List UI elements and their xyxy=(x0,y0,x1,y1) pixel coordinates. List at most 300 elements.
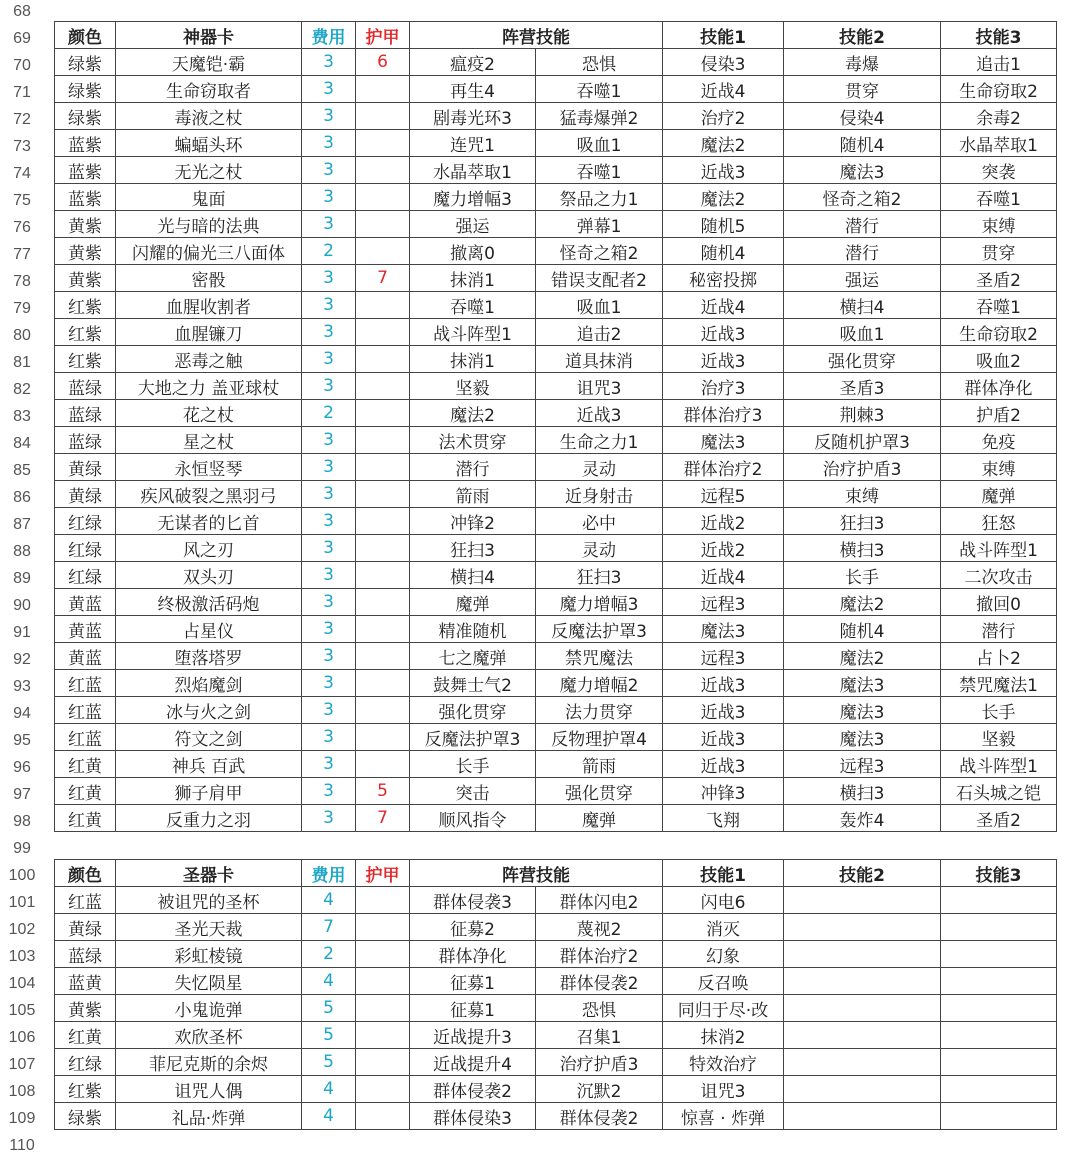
skill-2-cell: 魔法2 xyxy=(784,589,941,616)
cost-cell: 3 xyxy=(302,697,356,724)
table-row xyxy=(55,589,1057,616)
cost-cell: 3 xyxy=(302,157,356,184)
skill-1-cell: 群体治疗2 xyxy=(663,454,784,481)
skill-1-cell: 幻象 xyxy=(663,941,784,968)
header-armor: 护甲 xyxy=(356,860,410,887)
faction-skill-cell: 怪奇之箱2 xyxy=(536,238,663,265)
color-cell: 红绿 xyxy=(55,1049,116,1076)
color-cell: 红黄 xyxy=(55,805,116,832)
faction-skill-cell: 恐惧 xyxy=(536,995,663,1022)
skill-2-cell: 潜行 xyxy=(784,238,941,265)
armor-cell xyxy=(356,589,410,616)
table-row xyxy=(55,670,1057,697)
armor-cell xyxy=(356,292,410,319)
row-number: 71 xyxy=(13,84,31,101)
row-number: 99 xyxy=(13,840,31,857)
row-number: 68 xyxy=(13,3,31,20)
card-name-cell: 大地之力 盖亚球杖 xyxy=(116,373,302,400)
relic-card-table xyxy=(54,859,1057,1130)
faction-skill-cell: 诅咒3 xyxy=(536,373,663,400)
card-name-cell: 被诅咒的圣杯 xyxy=(116,887,302,914)
skill-2-cell: 强运 xyxy=(784,265,941,292)
row-number: 93 xyxy=(13,678,31,695)
row-number: 105 xyxy=(8,1002,36,1019)
cost-cell: 7 xyxy=(302,914,356,941)
table-row xyxy=(55,373,1057,400)
row-number: 92 xyxy=(13,651,31,668)
cost-cell: 3 xyxy=(302,589,356,616)
row-number: 75 xyxy=(13,192,31,209)
skill-2-cell: 随机4 xyxy=(784,130,941,157)
skill-2-cell xyxy=(784,887,941,914)
armor-cell: 7 xyxy=(356,265,410,292)
row-number: 84 xyxy=(13,435,31,452)
card-name-cell: 小鬼诡弹 xyxy=(116,995,302,1022)
cost-cell: 4 xyxy=(302,1103,356,1130)
armor-cell xyxy=(356,76,410,103)
cost-cell: 3 xyxy=(302,211,356,238)
faction-skill-cell: 吞噬1 xyxy=(410,292,536,319)
skill-3-cell: 战斗阵型1 xyxy=(941,751,1057,778)
skill-2-cell xyxy=(784,995,941,1022)
skill-1-cell: 治疗3 xyxy=(663,373,784,400)
table-row xyxy=(55,319,1057,346)
skill-3-cell: 束缚 xyxy=(941,454,1057,481)
skill-3-cell: 占卜2 xyxy=(941,643,1057,670)
armor-cell xyxy=(356,238,410,265)
skill-3-cell: 潜行 xyxy=(941,616,1057,643)
table-row xyxy=(55,914,1057,941)
faction-skill-cell: 坚毅 xyxy=(410,373,536,400)
row-number: 106 xyxy=(8,1029,36,1046)
skill-3-cell: 吞噬1 xyxy=(941,184,1057,211)
skill-2-cell: 强化贯穿 xyxy=(784,346,941,373)
cost-cell: 5 xyxy=(302,1022,356,1049)
row-number: 89 xyxy=(13,570,31,587)
table-row xyxy=(55,346,1057,373)
faction-skill-cell: 横扫4 xyxy=(410,562,536,589)
faction-skill-cell: 征募2 xyxy=(410,914,536,941)
card-name-cell: 光与暗的法典 xyxy=(116,211,302,238)
color-cell: 蓝绿 xyxy=(55,400,116,427)
armor-cell xyxy=(356,670,410,697)
faction-skill-cell: 征募1 xyxy=(410,968,536,995)
cost-cell: 5 xyxy=(302,995,356,1022)
skill-1-cell: 近战4 xyxy=(663,76,784,103)
faction-skill-cell: 抹消1 xyxy=(410,346,536,373)
row-number: 110 xyxy=(9,1137,35,1154)
armor-cell xyxy=(356,968,410,995)
row-number: 81 xyxy=(13,354,31,371)
skill-3-cell: 吞噬1 xyxy=(941,292,1057,319)
table-row xyxy=(55,941,1057,968)
skill-3-cell xyxy=(941,968,1057,995)
faction-skill-cell: 剧毒光环3 xyxy=(410,103,536,130)
skill-3-cell: 护盾2 xyxy=(941,400,1057,427)
faction-skill-cell: 近战提升4 xyxy=(410,1049,536,1076)
faction-skill-cell: 连咒1 xyxy=(410,130,536,157)
skill-3-cell: 战斗阵型1 xyxy=(941,535,1057,562)
color-cell: 黄绿 xyxy=(55,454,116,481)
skill-2-cell: 魔法3 xyxy=(784,724,941,751)
skill-3-cell: 长手 xyxy=(941,697,1057,724)
skill-2-cell: 魔法3 xyxy=(784,697,941,724)
cost-cell: 3 xyxy=(302,373,356,400)
card-name-cell: 狮子肩甲 xyxy=(116,778,302,805)
cost-cell: 3 xyxy=(302,130,356,157)
color-cell: 黄紫 xyxy=(55,238,116,265)
cost-cell: 3 xyxy=(302,643,356,670)
color-cell: 黄蓝 xyxy=(55,643,116,670)
cost-cell: 3 xyxy=(302,508,356,535)
armor-cell xyxy=(356,616,410,643)
table-row xyxy=(55,481,1057,508)
skill-3-cell xyxy=(941,1022,1057,1049)
color-cell: 绿紫 xyxy=(55,1103,116,1130)
skill-1-cell: 魔法3 xyxy=(663,427,784,454)
card-name-cell: 恶毒之触 xyxy=(116,346,302,373)
header-skill-2: 技能2 xyxy=(784,22,941,49)
skill-1-cell: 魔法3 xyxy=(663,616,784,643)
color-cell: 红黄 xyxy=(55,1022,116,1049)
card-name-cell: 星之杖 xyxy=(116,427,302,454)
skill-3-cell: 免疫 xyxy=(941,427,1057,454)
skill-3-cell: 水晶萃取1 xyxy=(941,130,1057,157)
faction-skill-cell: 近战3 xyxy=(536,400,663,427)
header-card-name: 圣器卡 xyxy=(116,860,302,887)
faction-skill-cell: 撤离0 xyxy=(410,238,536,265)
armor-cell xyxy=(356,400,410,427)
color-cell: 红黄 xyxy=(55,778,116,805)
table-row xyxy=(55,697,1057,724)
cost-cell: 3 xyxy=(302,292,356,319)
faction-skill-cell: 反魔法护罩3 xyxy=(536,616,663,643)
cost-cell: 3 xyxy=(302,805,356,832)
skill-1-cell: 近战4 xyxy=(663,292,784,319)
table-row xyxy=(55,562,1057,589)
armor-cell: 5 xyxy=(356,778,410,805)
row-number: 87 xyxy=(13,516,31,533)
skill-1-cell: 近战2 xyxy=(663,535,784,562)
color-cell: 红蓝 xyxy=(55,670,116,697)
color-cell: 绿紫 xyxy=(55,103,116,130)
card-name-cell: 毒液之杖 xyxy=(116,103,302,130)
faction-skill-cell: 道具抹消 xyxy=(536,346,663,373)
card-name-cell: 鬼面 xyxy=(116,184,302,211)
cost-cell: 3 xyxy=(302,454,356,481)
color-cell: 蓝紫 xyxy=(55,184,116,211)
row-number: 109 xyxy=(8,1110,36,1127)
artifact-card-table xyxy=(54,21,1057,832)
skill-3-cell: 狂怒 xyxy=(941,508,1057,535)
skill-3-cell xyxy=(941,941,1057,968)
skill-1-cell: 近战3 xyxy=(663,157,784,184)
artifact-header-row xyxy=(55,22,1057,49)
armor-cell: 7 xyxy=(356,805,410,832)
table-row xyxy=(55,454,1057,481)
card-name-cell: 永恒竖琴 xyxy=(116,454,302,481)
color-cell: 红紫 xyxy=(55,346,116,373)
cost-cell: 3 xyxy=(302,778,356,805)
table-row xyxy=(55,887,1057,914)
skill-3-cell: 群体净化 xyxy=(941,373,1057,400)
row-number: 82 xyxy=(13,381,31,398)
faction-skill-cell: 必中 xyxy=(536,508,663,535)
color-cell: 红紫 xyxy=(55,1076,116,1103)
row-number: 83 xyxy=(13,408,31,425)
skill-3-cell: 二次攻击 xyxy=(941,562,1057,589)
cost-cell: 3 xyxy=(302,103,356,130)
skill-1-cell: 魔法2 xyxy=(663,184,784,211)
faction-skill-cell: 灵动 xyxy=(536,454,663,481)
faction-skill-cell: 治疗护盾3 xyxy=(536,1049,663,1076)
skill-1-cell: 近战3 xyxy=(663,751,784,778)
armor-cell xyxy=(356,995,410,1022)
cost-cell: 3 xyxy=(302,751,356,778)
skill-2-cell xyxy=(784,1076,941,1103)
row-number: 80 xyxy=(13,327,31,344)
cost-cell: 3 xyxy=(302,184,356,211)
skill-3-cell: 禁咒魔法1 xyxy=(941,670,1057,697)
row-number: 79 xyxy=(13,300,31,317)
skill-1-cell: 远程3 xyxy=(663,589,784,616)
armor-cell xyxy=(356,941,410,968)
table-row xyxy=(55,616,1057,643)
row-number: 78 xyxy=(13,273,31,290)
skill-2-cell xyxy=(784,1022,941,1049)
skill-2-cell xyxy=(784,1103,941,1130)
cost-cell: 3 xyxy=(302,76,356,103)
row-number: 95 xyxy=(13,732,31,749)
skill-2-cell: 轰炸4 xyxy=(784,805,941,832)
cost-cell: 3 xyxy=(302,481,356,508)
armor-cell xyxy=(356,751,410,778)
table-row xyxy=(55,724,1057,751)
skill-2-cell: 束缚 xyxy=(784,481,941,508)
card-name-cell: 蝙蝠头环 xyxy=(116,130,302,157)
card-name-cell: 血腥收割者 xyxy=(116,292,302,319)
skill-2-cell: 魔法3 xyxy=(784,157,941,184)
armor-cell xyxy=(356,346,410,373)
faction-skill-cell: 魔法2 xyxy=(410,400,536,427)
faction-skill-cell: 战斗阵型1 xyxy=(410,319,536,346)
armor-cell xyxy=(356,373,410,400)
faction-skill-cell: 魔弹 xyxy=(410,589,536,616)
skill-1-cell: 治疗2 xyxy=(663,103,784,130)
row-number: 103 xyxy=(8,948,36,965)
skill-3-cell: 魔弹 xyxy=(941,481,1057,508)
skill-2-cell: 贯穿 xyxy=(784,76,941,103)
faction-skill-cell: 召集1 xyxy=(536,1022,663,1049)
skill-1-cell: 近战3 xyxy=(663,724,784,751)
skill-2-cell xyxy=(784,914,941,941)
faction-skill-cell: 禁咒魔法 xyxy=(536,643,663,670)
faction-skill-cell: 弹幕1 xyxy=(536,211,663,238)
color-cell: 黄紫 xyxy=(55,211,116,238)
row-number: 74 xyxy=(13,165,31,182)
skill-2-cell: 远程3 xyxy=(784,751,941,778)
card-name-cell: 堕落塔罗 xyxy=(116,643,302,670)
faction-skill-cell: 吞噬1 xyxy=(536,157,663,184)
faction-skill-cell: 法术贯穿 xyxy=(410,427,536,454)
armor-cell xyxy=(356,427,410,454)
faction-skill-cell: 追击2 xyxy=(536,319,663,346)
skill-2-cell: 狂扫3 xyxy=(784,508,941,535)
faction-skill-cell: 生命之力1 xyxy=(536,427,663,454)
skill-2-cell: 魔法2 xyxy=(784,643,941,670)
skill-3-cell xyxy=(941,887,1057,914)
header-skill-3: 技能3 xyxy=(941,22,1057,49)
armor-cell xyxy=(356,914,410,941)
faction-skill-cell: 祭品之力1 xyxy=(536,184,663,211)
header-color: 颜色 xyxy=(55,22,116,49)
row-number: 85 xyxy=(13,462,31,479)
armor-cell xyxy=(356,184,410,211)
table-row xyxy=(55,751,1057,778)
skill-2-cell: 治疗护盾3 xyxy=(784,454,941,481)
table-row xyxy=(55,130,1057,157)
skill-1-cell: 近战3 xyxy=(663,697,784,724)
table-row xyxy=(55,400,1057,427)
armor-cell xyxy=(356,157,410,184)
card-name-cell: 符文之剑 xyxy=(116,724,302,751)
skill-1-cell: 魔法2 xyxy=(663,130,784,157)
faction-skill-cell: 潜行 xyxy=(410,454,536,481)
cost-cell: 4 xyxy=(302,968,356,995)
faction-skill-cell: 七之魔弹 xyxy=(410,643,536,670)
cost-cell: 4 xyxy=(302,887,356,914)
skill-1-cell: 秘密投掷 xyxy=(663,265,784,292)
color-cell: 红紫 xyxy=(55,319,116,346)
faction-skill-cell: 群体侵袭2 xyxy=(536,1103,663,1130)
table-row xyxy=(55,968,1057,995)
skill-1-cell: 随机5 xyxy=(663,211,784,238)
skill-3-cell: 生命窃取2 xyxy=(941,319,1057,346)
color-cell: 蓝紫 xyxy=(55,130,116,157)
skill-1-cell: 闪电6 xyxy=(663,887,784,914)
cost-cell: 3 xyxy=(302,616,356,643)
skill-2-cell: 潜行 xyxy=(784,211,941,238)
faction-skill-cell: 近战提升3 xyxy=(410,1022,536,1049)
skill-3-cell: 吸血2 xyxy=(941,346,1057,373)
skill-2-cell: 侵染4 xyxy=(784,103,941,130)
armor-cell xyxy=(356,724,410,751)
skill-3-cell xyxy=(941,1049,1057,1076)
armor-cell xyxy=(356,535,410,562)
row-number: 76 xyxy=(13,219,31,236)
header-skill-1: 技能1 xyxy=(663,22,784,49)
cost-cell: 3 xyxy=(302,427,356,454)
skill-1-cell: 反召唤 xyxy=(663,968,784,995)
row-number: 96 xyxy=(13,759,31,776)
color-cell: 红蓝 xyxy=(55,724,116,751)
cost-cell: 5 xyxy=(302,1049,356,1076)
armor-cell xyxy=(356,481,410,508)
faction-skill-cell: 魔弹 xyxy=(536,805,663,832)
skill-3-cell: 束缚 xyxy=(941,211,1057,238)
faction-skill-cell: 猛毒爆弹2 xyxy=(536,103,663,130)
faction-skill-cell: 错误支配者2 xyxy=(536,265,663,292)
skill-1-cell: 飞翔 xyxy=(663,805,784,832)
skill-1-cell: 近战3 xyxy=(663,670,784,697)
row-number: 86 xyxy=(13,489,31,506)
skill-2-cell xyxy=(784,1049,941,1076)
card-name-cell: 无光之杖 xyxy=(116,157,302,184)
color-cell: 黄紫 xyxy=(55,995,116,1022)
cost-cell: 3 xyxy=(302,49,356,76)
skill-1-cell: 冲锋3 xyxy=(663,778,784,805)
row-number: 100 xyxy=(8,867,36,884)
skill-2-cell: 横扫4 xyxy=(784,292,941,319)
skill-2-cell: 随机4 xyxy=(784,616,941,643)
faction-skill-cell: 群体侵袭3 xyxy=(410,887,536,914)
skill-3-cell xyxy=(941,1076,1057,1103)
table-row xyxy=(55,1076,1057,1103)
cost-cell: 3 xyxy=(302,535,356,562)
faction-skill-cell: 反物理护罩4 xyxy=(536,724,663,751)
armor-cell xyxy=(356,1076,410,1103)
card-name-cell: 密骰 xyxy=(116,265,302,292)
faction-skill-cell: 精准随机 xyxy=(410,616,536,643)
row-number: 107 xyxy=(8,1056,36,1073)
card-name-cell: 诅咒人偶 xyxy=(116,1076,302,1103)
card-name-cell: 终极激活码炮 xyxy=(116,589,302,616)
faction-skill-cell: 群体侵袭2 xyxy=(536,968,663,995)
skill-2-cell: 怪奇之箱2 xyxy=(784,184,941,211)
color-cell: 红绿 xyxy=(55,562,116,589)
armor-cell xyxy=(356,319,410,346)
faction-skill-cell: 群体闪电2 xyxy=(536,887,663,914)
skill-3-cell: 撤回0 xyxy=(941,589,1057,616)
color-cell: 红蓝 xyxy=(55,887,116,914)
skill-2-cell: 横扫3 xyxy=(784,778,941,805)
skill-1-cell: 近战3 xyxy=(663,346,784,373)
armor-cell xyxy=(356,562,410,589)
header-skill-2: 技能2 xyxy=(784,860,941,887)
color-cell: 红绿 xyxy=(55,535,116,562)
color-cell: 蓝绿 xyxy=(55,373,116,400)
skill-2-cell: 吸血1 xyxy=(784,319,941,346)
faction-skill-cell: 箭雨 xyxy=(536,751,663,778)
row-number: 90 xyxy=(13,597,31,614)
cost-cell: 3 xyxy=(302,724,356,751)
header-card-name: 神器卡 xyxy=(116,22,302,49)
faction-skill-cell: 突击 xyxy=(410,778,536,805)
table-row xyxy=(55,49,1057,76)
card-name-cell: 花之杖 xyxy=(116,400,302,427)
table-row xyxy=(55,103,1057,130)
skill-3-cell xyxy=(941,1103,1057,1130)
skill-1-cell: 诅咒3 xyxy=(663,1076,784,1103)
table-row xyxy=(55,535,1057,562)
header-faction-skill: 阵营技能 xyxy=(410,860,663,887)
armor-cell xyxy=(356,211,410,238)
card-name-cell: 天魔铠·霸 xyxy=(116,49,302,76)
table-row xyxy=(55,292,1057,319)
cost-cell: 3 xyxy=(302,346,356,373)
color-cell: 蓝黄 xyxy=(55,968,116,995)
skill-3-cell xyxy=(941,995,1057,1022)
faction-skill-cell: 群体治疗2 xyxy=(536,941,663,968)
faction-skill-cell: 反魔法护罩3 xyxy=(410,724,536,751)
faction-skill-cell: 鼓舞士气2 xyxy=(410,670,536,697)
table-row xyxy=(55,238,1057,265)
skill-2-cell: 圣盾3 xyxy=(784,373,941,400)
color-cell: 红黄 xyxy=(55,751,116,778)
skill-1-cell: 远程3 xyxy=(663,643,784,670)
faction-skill-cell: 顺风指令 xyxy=(410,805,536,832)
armor-cell xyxy=(356,887,410,914)
